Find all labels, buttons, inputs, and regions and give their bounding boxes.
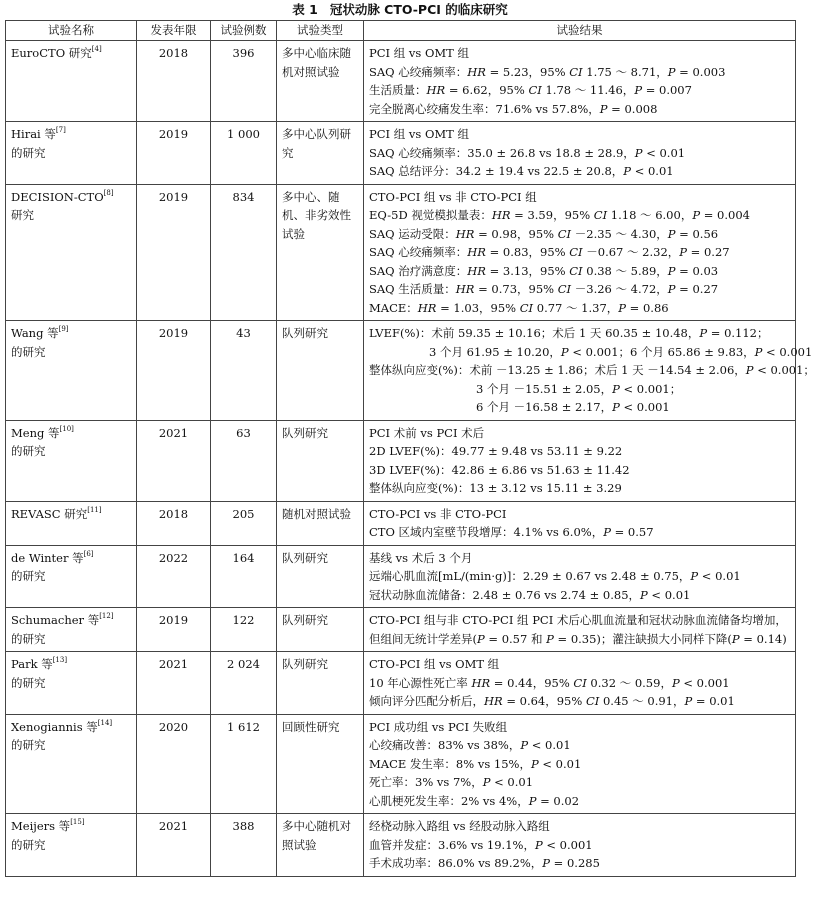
reference-marker: [10] [59,424,74,433]
sample-size-cell: 834 [211,184,277,321]
sample-size-cell: 63 [211,420,277,501]
study-type-cell: 回顾性研究 [277,714,364,814]
table-row [6,321,796,421]
study-name-cell [6,714,137,814]
study-name-cell [6,184,137,321]
result-line: CTO 区域内室壁节段增厚：4.1% vs 6.0%，P = 0.57 [369,525,654,539]
study-type-cell: 队列研究 [277,545,364,608]
col-header-type: 试验类型 [277,21,364,41]
study-name-text: 的研究 [11,145,46,160]
result-line: CTO-PCI 组 vs OMT 组 [369,657,500,671]
col-header-results: 试验结果 [364,21,796,41]
result-line: 完全脱离心绞痛发生率：71.6% vs 57.8%，P = 0.008 [369,101,658,116]
study-name-text: Meng 等 [11,425,60,440]
result-line: 倾向评分匹配分析后，HR = 0.64，95% CI 0.45 ～ 0.91，P = 0.01 [369,694,735,708]
study-name-text: 的研究 [11,569,46,583]
publication-year-cell: 2020 [137,714,211,814]
study-name-text: Schumacher 等 [11,613,100,627]
study-name-text: EuroCTO 研究 [11,46,92,60]
study-name-text: 的研究 [11,837,46,852]
study-results-cell [364,814,796,877]
study-results-cell [364,41,796,122]
study-name-cell [6,608,137,652]
table-row [6,184,796,321]
publication-year-cell: 2019 [137,321,211,421]
result-line: SAQ 心绞痛频率：HR = 0.83，95% CI －0.67 ～ 2.32，P = 0.27 [369,245,730,259]
study-name-text: Park 等 [11,657,53,671]
sample-size-cell: 396 [211,41,277,122]
study-type-cell: 多中心临床随机对照试验 [277,41,364,122]
header-row [6,21,796,41]
study-results-cell [364,608,796,652]
publication-year-cell: 2021 [137,652,211,715]
table-row [6,420,796,501]
table-row [6,545,796,608]
study-name-text: REVASC 研究 [11,506,88,521]
study-name-text: Hirai 等 [11,127,56,141]
table-row [6,608,796,652]
study-name-cell [6,814,137,877]
study-name-text: de Winter 等 [11,550,84,565]
study-results-cell [364,545,796,608]
result-line: 3D LVEF(%)：42.86 ± 6.86 vs 51.63 ± 11.42 [369,462,630,477]
reference-marker: [15] [70,818,85,826]
reference-marker: [12] [99,612,114,620]
table-row [6,814,796,877]
result-line: 10 年心源性死亡率 HR = 0.44，95% CI 0.32 ～ 0.59，P < 0.001 [369,675,730,690]
result-line: PCI 成功组 vs PCI 失败组 [369,719,508,734]
study-name-text: 研究 [11,208,34,222]
result-line: SAQ 心绞痛频率：35.0 ± 26.8 vs 18.8 ± 28.9，P < 0.01 [369,145,686,160]
sample-size-cell: 1 000 [211,122,277,185]
result-line: EQ-5D 视觉模拟量表：HR = 3.59，95% CI 1.18 ～ 6.00，P = 0.004 [369,208,750,222]
result-line: MACE 发生率：8% vs 15%，P < 0.01 [369,756,582,771]
study-name-cell [6,545,137,608]
reference-marker: [6] [83,549,94,558]
table-row [6,122,796,185]
table-row [6,501,796,545]
result-line: SAQ 运动受限：HR = 0.98，95% CI －2.35 ～ 4.30，P = 0.56 [369,226,719,241]
result-line: PCI 组 vs OMT 组 [369,46,469,60]
result-line: 基线 vs 术后 3 个月 [369,550,473,565]
study-name-cell [6,652,137,715]
table-caption: 冠状动脉 CTO-PCI 的临床研究 [329,2,508,17]
result-line: CTO-PCI 组 vs 非 CTO-PCI 组 [369,189,537,204]
result-line: 经桡动脉入路组 vs 经股动脉入路组 [369,819,550,833]
study-name-cell [6,321,137,421]
sample-size-cell: 164 [211,545,277,608]
study-results-cell [364,420,796,501]
study-name-cell [6,501,137,545]
result-line: SAQ 生活质量：HR = 0.73，95% CI －3.26 ～ 4.72，P = 0.27 [369,282,719,296]
study-name-cell [6,122,137,185]
study-results-cell [364,184,796,321]
col-header-count: 试验例数 [211,21,277,41]
sample-size-cell: 388 [211,814,277,877]
study-results-cell [364,501,796,545]
reference-marker: [7] [55,126,66,134]
result-line: PCI 组 vs OMT 组 [369,127,469,141]
publication-year-cell: 2019 [137,122,211,185]
reference-marker: [9] [58,325,69,333]
publication-year-cell: 2019 [137,184,211,321]
result-line: 远端心肌血流[mL/(min·g)]：2.29 ± 0.67 vs 2.48 ± 0.75，P < 0.01 [369,569,741,583]
study-type-cell: 随机对照试验 [277,501,364,545]
study-type-cell: 队列研究 [277,652,364,715]
study-type-cell: 队列研究 [277,608,364,652]
reference-marker: [4] [91,45,102,53]
study-name-text: 的研究 [11,675,46,690]
study-name-text: Xenogiannis 等 [11,719,98,734]
result-line: 整体纵向应变(%)：13 ± 3.12 vs 15.11 ± 3.29 [369,481,622,495]
col-header-year: 发表年限 [137,21,211,41]
result-line: 整体纵向应变(%)：术前 －13.25 ± 1.86；术后 1 天 －14.54 ± 2.06，P < 0.001； [369,363,815,377]
sample-size-cell: 2 024 [211,652,277,715]
result-line: 心绞痛改善：83% vs 38%，P < 0.01 [369,738,571,752]
study-type-cell: 多中心、随机、非劣效性试验 [277,184,364,321]
result-line: 死亡率：3% vs 7%，P < 0.01 [369,775,534,789]
study-type-cell: 队列研究 [277,321,364,421]
sample-size-cell: 205 [211,501,277,545]
table-number: 表 1 [292,2,318,17]
reference-marker: [14] [97,718,113,727]
publication-year-cell: 2018 [137,41,211,122]
publication-year-cell: 2021 [137,814,211,877]
study-type-cell: 多中心随机对照试验 [277,814,364,877]
result-line: SAQ 心绞痛频率：HR = 5.23，95% CI 1.75 ～ 8.71，P = 0.003 [369,64,726,79]
publication-year-cell: 2018 [137,501,211,545]
table-row [6,41,796,122]
col-header-name: 试验名称 [6,21,137,41]
result-line: CTO-PCI vs 非 CTO-PCI [369,506,507,521]
study-type-cell: 多中心队列研究 [277,122,364,185]
result-line: 手术成功率：86.0% vs 89.2%，P = 0.285 [369,856,600,870]
result-line: 6 个月 －16.58 ± 2.17，P < 0.001 [476,400,670,414]
result-line: 血管并发症：3.6% vs 19.1%，P < 0.001 [369,837,593,852]
reference-marker: [11] [87,505,102,514]
study-results-cell [364,122,796,185]
result-line: MACE：HR = 1.03，95% CI 0.77 ～ 1.37，P = 0.86 [369,300,669,315]
result-line: 3 个月 －15.51 ± 2.05，P < 0.001； [476,381,682,396]
result-line: CTO-PCI 组与非 CTO-PCI 组 PCI 术后心肌血流量和冠状动脉血流储备均增加，但组间无统计学差异(P = 0.57 和 P = 0.35)；灌注缺损大小同样下降(P = 0.14) [369,613,787,646]
study-name-text: 的研究 [11,444,46,458]
result-line: 心肌梗死发生率：2% vs 4%，P = 0.02 [369,793,580,808]
publication-year-cell: 2022 [137,545,211,608]
study-name-text: DECISION-CTO [11,189,104,204]
study-name-cell [6,420,137,501]
reference-marker: [8] [103,188,114,197]
result-line: SAQ 治疗满意度：HR = 3.13，95% CI 0.38 ～ 5.89，P = 0.03 [369,263,719,278]
table-row [6,652,796,715]
result-line: 2D LVEF(%)：49.77 ± 9.48 vs 53.11 ± 9.22 [369,444,623,458]
study-results-cell [364,714,796,814]
result-line: SAQ 总结评分：34.2 ± 19.4 vs 22.5 ± 20.8，P < 0.01 [369,164,674,178]
sample-size-cell: 122 [211,608,277,652]
result-line: LVEF(%)：术前 59.35 ± 10.16；术后 1 天 60.35 ± 10.48，P = 0.112； [369,326,769,340]
clinical-studies-table [5,20,815,877]
reference-marker: [13] [52,656,68,664]
study-name-cell [6,41,137,122]
study-results-cell [364,321,815,421]
publication-year-cell: 2021 [137,420,211,501]
study-name-text: 的研究 [11,631,46,646]
result-line: PCI 术前 vs PCI 术后 [369,425,485,440]
result-line: 冠状动脉血流储备：2.48 ± 0.76 vs 2.74 ± 0.85，P < 0.01 [369,587,691,602]
publication-year-cell: 2019 [137,608,211,652]
table-row [6,714,796,814]
study-name-text: 的研究 [11,738,46,752]
study-name-text: Wang 等 [11,326,59,340]
sample-size-cell: 1 612 [211,714,277,814]
table-title [0,0,800,20]
study-results-cell [364,652,796,715]
sample-size-cell: 43 [211,321,277,421]
study-name-text: 的研究 [11,344,46,359]
study-type-cell: 队列研究 [277,420,364,501]
result-line: 生活质量：HR = 6.62，95% CI 1.78 ～ 11.46，P = 0.007 [369,83,692,97]
study-name-text: Meijers 等 [11,819,71,833]
result-line: 3 个月 61.95 ± 10.20，P < 0.001；6 个月 65.86 ± 9.83，P < 0.001 [429,344,813,359]
